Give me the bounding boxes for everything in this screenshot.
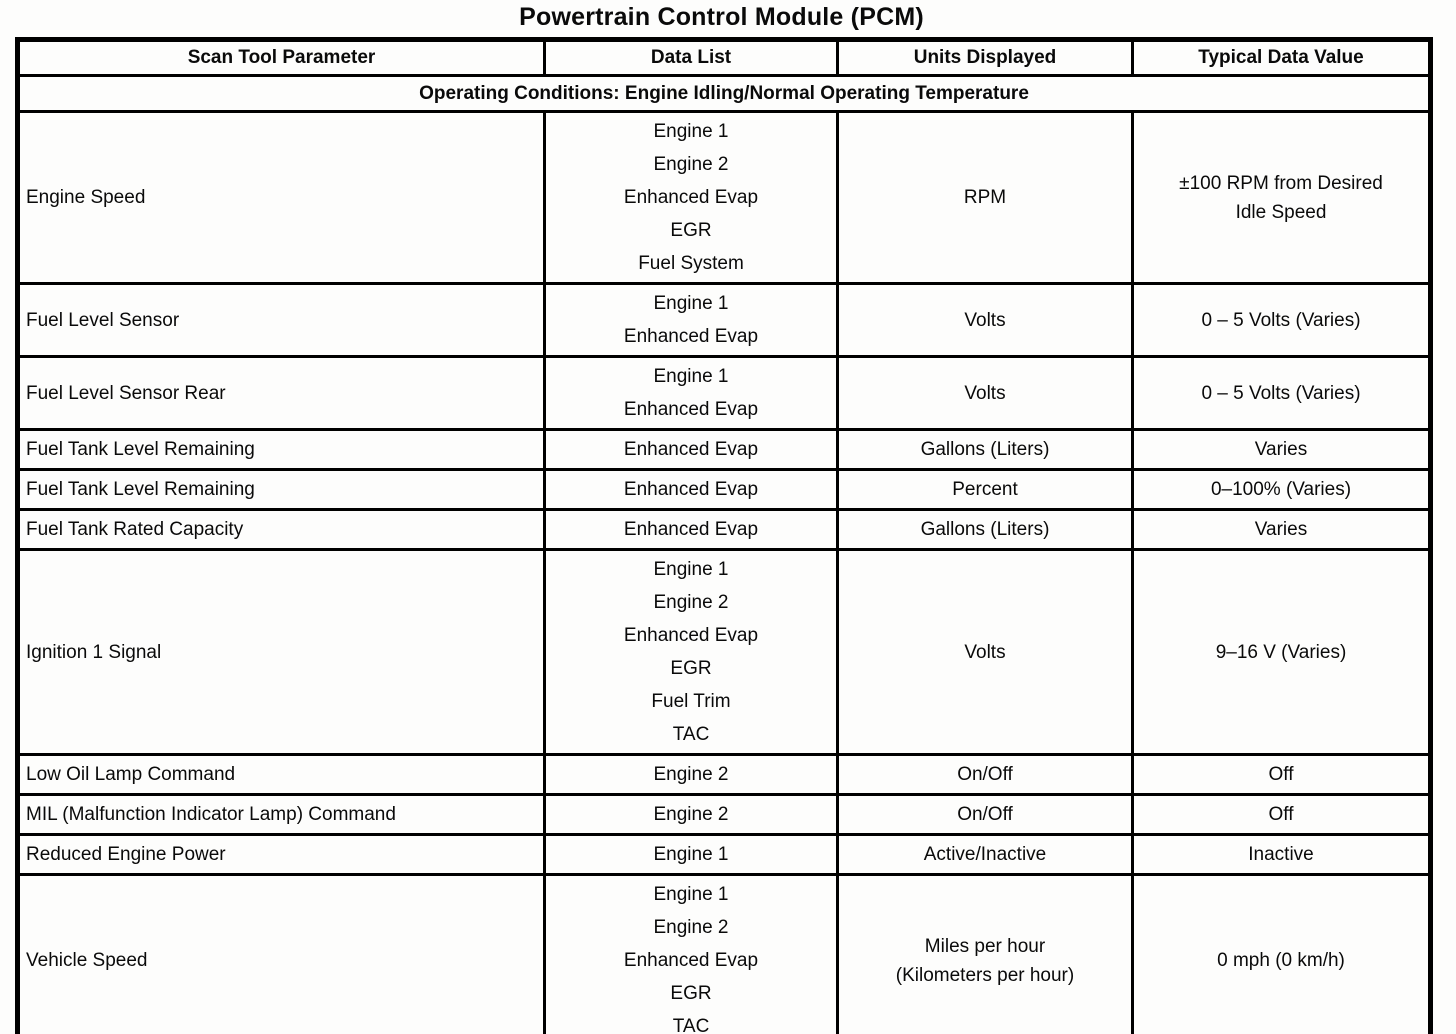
cell-line: Enhanced Evap bbox=[623, 950, 759, 971]
cell-units-displayed bbox=[838, 357, 1133, 430]
cell-data-list bbox=[545, 112, 838, 284]
table-row bbox=[18, 357, 1431, 430]
cell-data-list bbox=[545, 755, 838, 795]
cell-data-list bbox=[545, 550, 838, 755]
cell-data-list bbox=[545, 875, 838, 1034]
cell-line: MIL (Malfunction Indicator Lamp) Command bbox=[26, 804, 396, 825]
cell-typical-data-value bbox=[1133, 470, 1431, 510]
cell-line: TAC bbox=[672, 724, 710, 745]
pcm-table-body bbox=[18, 112, 1431, 1034]
cell-data-list bbox=[545, 510, 838, 550]
cell-parameter bbox=[18, 755, 545, 795]
table-row bbox=[18, 510, 1431, 550]
cell-parameter bbox=[18, 550, 545, 755]
cell-parameter bbox=[18, 284, 545, 357]
cell-line: Engine 1 bbox=[653, 559, 729, 580]
cell-line: Off bbox=[1268, 804, 1294, 825]
cell-typical-data-value bbox=[1133, 357, 1431, 430]
cell-typical-data-value bbox=[1133, 510, 1431, 550]
cell-line: Enhanced Evap bbox=[623, 187, 759, 208]
cell-line: Engine 2 bbox=[653, 764, 729, 785]
cell-line: Fuel Tank Rated Capacity bbox=[26, 519, 244, 540]
cell-units-displayed bbox=[838, 835, 1133, 875]
cell-units-displayed bbox=[838, 510, 1133, 550]
cell-line: Enhanced Evap bbox=[623, 326, 759, 347]
cell-units-displayed bbox=[838, 112, 1133, 284]
cell-line: Volts bbox=[964, 309, 1006, 331]
table-row bbox=[18, 284, 1431, 357]
cell-units-displayed bbox=[838, 755, 1133, 795]
cell-line: On/Off bbox=[957, 804, 1013, 825]
cell-units-displayed bbox=[838, 430, 1133, 470]
cell-line: Engine 1 bbox=[653, 366, 729, 387]
cell-line: Fuel Trim bbox=[651, 691, 731, 712]
cell-line: Low Oil Lamp Command bbox=[26, 764, 236, 785]
cell-line: Engine 2 bbox=[653, 154, 729, 175]
cell-line: EGR bbox=[670, 983, 712, 1004]
table-row bbox=[18, 550, 1431, 755]
cell-line: Off bbox=[1268, 764, 1294, 785]
cell-typical-data-value bbox=[1133, 795, 1431, 835]
cell-line: Engine 1 bbox=[653, 884, 729, 905]
cell-typical-data-value bbox=[1133, 875, 1431, 1034]
cell-line: 0 – 5 Volts (Varies) bbox=[1201, 309, 1361, 331]
cell-typical-data-value bbox=[1133, 430, 1431, 470]
cell-data-list bbox=[545, 470, 838, 510]
cell-line: Idle Speed bbox=[1235, 201, 1327, 223]
cell-line: Engine 1 bbox=[653, 844, 729, 865]
pcm-parameter-table bbox=[15, 37, 1433, 1034]
table-row bbox=[18, 112, 1431, 284]
cell-line: Enhanced Evap bbox=[623, 625, 759, 646]
cell-line: (Kilometers per hour) bbox=[895, 964, 1075, 986]
table-row bbox=[18, 795, 1431, 835]
cell-line: ±100 RPM from Desired bbox=[1179, 172, 1383, 194]
cell-line: Enhanced Evap bbox=[623, 479, 759, 500]
cell-typical-data-value bbox=[1133, 112, 1431, 284]
cell-parameter bbox=[18, 795, 545, 835]
cell-typical-data-value bbox=[1133, 550, 1431, 755]
cell-parameter bbox=[18, 875, 545, 1034]
cell-line: 9–16 V (Varies) bbox=[1215, 641, 1347, 663]
cell-units-displayed bbox=[838, 470, 1133, 510]
header-scan-tool-parameter: Scan Tool Parameter bbox=[18, 40, 545, 76]
cell-parameter bbox=[18, 357, 545, 430]
cell-line: Engine 2 bbox=[653, 917, 729, 938]
cell-data-list bbox=[545, 357, 838, 430]
cell-units-displayed bbox=[838, 550, 1133, 755]
cell-line: Fuel Level Sensor bbox=[26, 309, 180, 331]
cell-line: 0 mph (0 km/h) bbox=[1217, 950, 1345, 971]
operating-conditions-banner: Operating Conditions: Engine Idling/Normal Operating Temperature bbox=[18, 76, 1431, 112]
cell-parameter bbox=[18, 430, 545, 470]
cell-line: Fuel System bbox=[638, 253, 744, 274]
cell-typical-data-value bbox=[1133, 755, 1431, 795]
cell-line: Fuel Tank Level Remaining bbox=[26, 479, 255, 500]
cell-line: Engine 1 bbox=[653, 293, 729, 314]
table-row bbox=[18, 875, 1431, 1034]
cell-line: Reduced Engine Power bbox=[26, 844, 226, 865]
cell-data-list bbox=[545, 284, 838, 357]
cell-line: Active/Inactive bbox=[923, 844, 1047, 865]
cell-line: Volts bbox=[964, 382, 1006, 404]
cell-line: Fuel Tank Level Remaining bbox=[26, 439, 255, 460]
header-row bbox=[18, 40, 1431, 76]
cell-line: Engine 1 bbox=[653, 121, 729, 142]
operating-conditions-row bbox=[18, 76, 1431, 112]
cell-line: 0 – 5 Volts (Varies) bbox=[1201, 382, 1361, 404]
header-typical-data-value: Typical Data Value bbox=[1133, 40, 1431, 76]
cell-parameter bbox=[18, 510, 545, 550]
table-row bbox=[18, 755, 1431, 795]
cell-line: Ignition 1 Signal bbox=[26, 641, 162, 663]
cell-line: Inactive bbox=[1248, 844, 1314, 865]
cell-data-list bbox=[545, 430, 838, 470]
cell-parameter bbox=[18, 112, 545, 284]
cell-typical-data-value bbox=[1133, 284, 1431, 357]
cell-line: TAC bbox=[672, 1016, 710, 1034]
cell-line: RPM bbox=[963, 187, 1007, 208]
cell-data-list bbox=[545, 835, 838, 875]
cell-line: Varies bbox=[1254, 519, 1308, 540]
cell-line: Gallons (Liters) bbox=[920, 439, 1050, 460]
cell-units-displayed bbox=[838, 875, 1133, 1034]
cell-line: 0–100% (Varies) bbox=[1210, 479, 1352, 500]
cell-line: Percent bbox=[952, 479, 1018, 500]
cell-line: Gallons (Liters) bbox=[920, 519, 1050, 540]
cell-line: EGR bbox=[670, 658, 712, 679]
table-row bbox=[18, 835, 1431, 875]
cell-typical-data-value bbox=[1133, 835, 1431, 875]
cell-line: Varies bbox=[1254, 439, 1308, 460]
cell-data-list bbox=[545, 795, 838, 835]
cell-line: Volts bbox=[964, 641, 1006, 663]
cell-line: Engine 2 bbox=[653, 592, 729, 613]
cell-line: Enhanced Evap bbox=[623, 439, 759, 460]
table-row bbox=[18, 430, 1431, 470]
cell-line: EGR bbox=[670, 220, 712, 241]
cell-parameter bbox=[18, 835, 545, 875]
cell-units-displayed bbox=[838, 284, 1133, 357]
cell-line: Enhanced Evap bbox=[623, 399, 759, 420]
cell-line: Engine 2 bbox=[653, 804, 729, 825]
header-data-list: Data List bbox=[545, 40, 838, 76]
cell-units-displayed bbox=[838, 795, 1133, 835]
cell-line: Engine Speed bbox=[26, 187, 146, 208]
header-units-displayed: Units Displayed bbox=[838, 40, 1133, 76]
page-title: Powertrain Control Module (PCM) bbox=[519, 3, 924, 31]
table-header bbox=[18, 40, 1431, 112]
cell-line: Enhanced Evap bbox=[623, 519, 759, 540]
cell-line: Vehicle Speed bbox=[26, 950, 148, 971]
table-row bbox=[18, 470, 1431, 510]
cell-line: On/Off bbox=[957, 764, 1013, 785]
cell-line: Miles per hour bbox=[924, 935, 1046, 957]
cell-line: Fuel Level Sensor Rear bbox=[26, 382, 226, 404]
cell-parameter bbox=[18, 470, 545, 510]
